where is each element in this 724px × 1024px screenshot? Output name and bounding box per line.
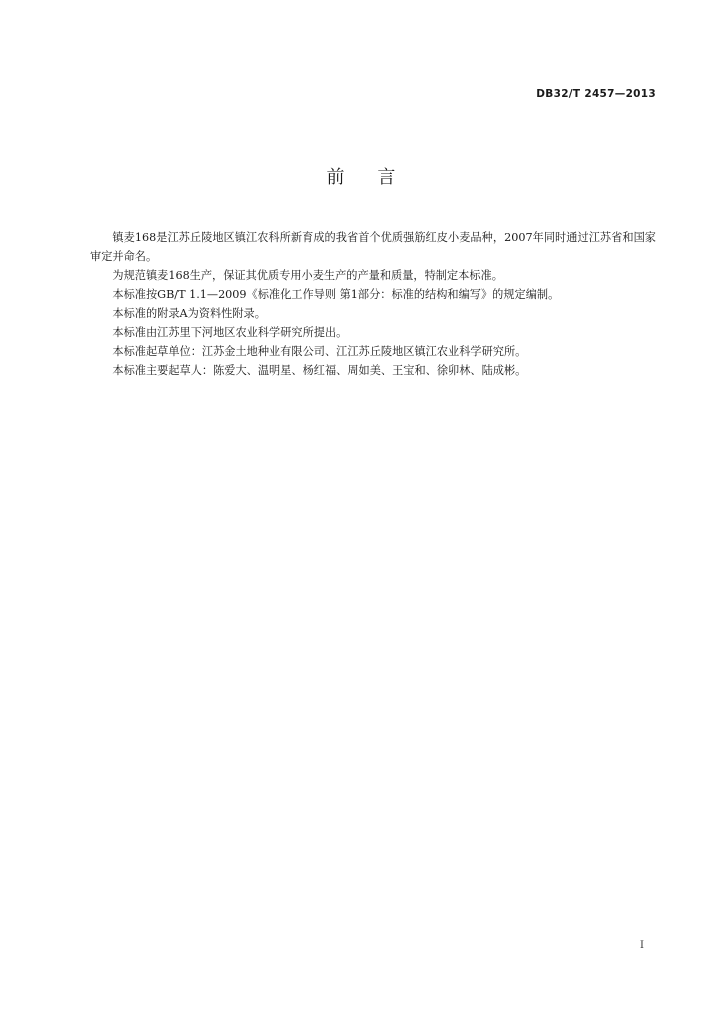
standard-code: DB32/T 2457—2013 — [536, 88, 656, 100]
paragraph-purpose: 为规范镇麦168生产，保证其优质专用小麦生产的产量和质量，特制定本标准。 — [112, 269, 503, 282]
paragraph-proposer: 本标准由江苏里下河地区农业科学研究所提出。 — [112, 326, 348, 339]
paragraph-appendix: 本标准的附录A为资料性附录。 — [112, 307, 266, 320]
paragraph-drafting-rules: 本标准按GB/T 1.1—2009《标准化工作导则 第1部分：标准的结构和编写》的规定编制。 — [112, 288, 560, 301]
paragraph-drafting-units: 本标准起草单位：江苏金土地种业有限公司、江江苏丘陵地区镇江农业科学研究所。 — [112, 345, 527, 358]
paragraph-intro: 镇麦168是江苏丘陵地区镇江农科所新育成的我省首个优质强筋红皮小麦品种，2007年同时通过江苏省和国家审定并命名。 — [90, 231, 656, 263]
paragraph-drafters: 本标准主要起草人：陈爱大、温明星、杨红福、周如美、王宝和、徐卯林、陆成彬。 — [112, 364, 527, 377]
page-number: I — [640, 940, 644, 951]
page-title: 前 言 — [326, 167, 398, 188]
foreword-body — [90, 228, 656, 380]
